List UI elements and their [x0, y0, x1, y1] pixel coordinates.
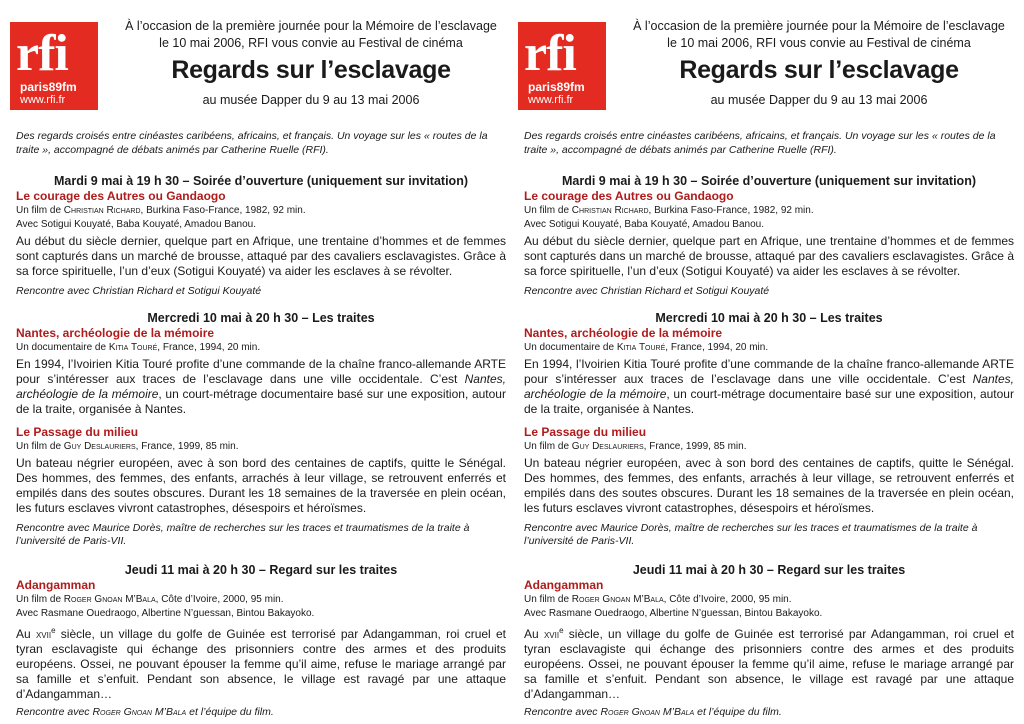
film-description: Au début du siècle dernier, quelque part en Afrique, une trentaine d’hommes et de femmes sont capturés dans un marché de brousse, attaqué par des cavaliers esclavagistes. Grâce à sa force spirituelle, l’un d’eux (Sotigui Kouyaté) va aider les esclaves à se révolter. [16, 234, 506, 278]
meet-part-a: Rencontre avec [524, 706, 601, 718]
director-name: Kitia Touré [108, 342, 158, 353]
film-title: Adangamman [524, 578, 604, 592]
film-description-2: Un bateau négrier européen, avec à son bord des centaines de captifs, quitte le Sénégal. Des hommes, des femmes, des enfants, arrachés à leur village, se retrouvent enferrés et empilés dans des soutes obscures. Durant les 18 semaines de la traversée en plein océan, les futurs esclaves vivront catastrophes, désespoirs et héroïsmes. [16, 456, 506, 515]
film-cast: Avec Rasmane Ouedraogo, Albertine N’guessan, Bintou Bakayoko. [524, 608, 823, 619]
meet-part-b: et l’équipe du film. [694, 706, 782, 718]
desc-part-a: Au [524, 627, 544, 641]
rfi-radio-label: paris89fm [20, 80, 77, 94]
program-day-2 [16, 311, 506, 548]
desc-title-italic: Nantes, archéologie de la mémoire [524, 372, 1014, 401]
film-description: Au début du siècle dernier, quelque part en Afrique, une trentaine d’hommes et de femmes sont capturés dans un marché de brousse, attaqué par des cavaliers esclavagistes. Grâce à sa force spirituelle, l’un d’eux (Sotigui Kouyaté) va aider les esclaves à se révolter. [524, 234, 1014, 278]
film-title: Adangamman [16, 578, 96, 592]
program-day-1 [16, 174, 506, 298]
page-subtitle: au musée Dapper du 9 au 13 mai 2006 [202, 93, 420, 107]
meeting-note: Rencontre avec Maurice Dorès, maître de recherches sur les traces et traumatismes de la traite à l’université de Paris-VII. [524, 522, 978, 547]
century-suffix: e [559, 626, 564, 635]
day-heading: Jeudi 11 mai à 20 h 30 – Regard sur les traites [124, 563, 398, 577]
flyer-column-right [524, 0, 1014, 724]
film-title-2: Le Passage du milieu [524, 425, 647, 439]
day-heading: Jeudi 11 mai à 20 h 30 – Regard sur les traites [632, 563, 906, 577]
credit-details: , Burkina Faso-France, 1982, 92 min. [648, 205, 814, 216]
program-day-2 [524, 311, 1014, 548]
meeting-note: Rencontre avec Christian Richard et Sotigui Kouyaté [524, 285, 770, 297]
credit-details: , France, 1994, 20 min. [157, 342, 261, 353]
film-credit [524, 204, 1014, 217]
credit-prefix: Un film de [16, 441, 64, 452]
director-name: Kitia Touré [616, 342, 666, 353]
meet-part-a: Rencontre avec [16, 706, 93, 718]
film-description [16, 623, 506, 702]
page-title: Regards sur l’esclavage [679, 56, 959, 84]
meet-part-b: et l’équipe du film. [186, 706, 274, 718]
program-day-3 [524, 563, 1014, 719]
rfi-logo-text: rfi [524, 25, 576, 82]
director-name: Roger Gnoan M’Bala [63, 594, 156, 605]
film-cast: Avec Rasmane Ouedraogo, Albertine N’guessan, Bintou Bakayoko. [16, 608, 315, 619]
meeting-note [16, 706, 506, 719]
day-heading: Mardi 9 mai à 19 h 30 – Soirée d’ouverture (uniquement sur invitation) [562, 174, 976, 188]
film-cast: Avec Sotigui Kouyaté, Baba Kouyaté, Amadou Banou. [524, 219, 764, 230]
program-day-3 [16, 563, 506, 719]
director-name: Christian Richard [571, 205, 649, 216]
credit-prefix: Un documentaire de [524, 342, 617, 353]
meet-name: Roger Gnoan M’Bala [92, 706, 187, 718]
film-description [524, 357, 1014, 417]
credit-prefix: Un film de [524, 441, 572, 452]
day-heading: Mardi 9 mai à 19 h 30 – Soirée d’ouverture (uniquement sur invitation) [54, 174, 468, 188]
program-day-1 [524, 174, 1014, 298]
film-title: Nantes, archéologie de la mémoire [524, 326, 723, 340]
credit-details: , France, 1999, 85 min. [135, 441, 239, 452]
film-credit [16, 204, 506, 217]
day-heading: Mercredi 10 mai à 20 h 30 – Les traites [147, 311, 375, 325]
intro-line-2: le 10 mai 2006, RFI vous convie au Festival de cinéma [667, 36, 971, 50]
rfi-logo-text: rfi [16, 25, 68, 82]
film-credit [524, 341, 1014, 354]
credit-prefix: Un film de [16, 594, 64, 605]
intro-line-1: À l’occasion de la première journée pour la Mémoire de l’esclavage [633, 19, 1005, 33]
meet-name: Roger Gnoan M’Bala [600, 706, 695, 718]
credit-details: , Côte d’Ivoire, 2000, 95 min. [663, 594, 792, 605]
lead-paragraph: Des regards croisés entre cinéastes caribéens, africains, et français. Un voyage sur les « routes de la traite », accompagné de débats animés par Catherine Ruelle (RFI). [524, 130, 996, 156]
intro-line-2: le 10 mai 2006, RFI vous convie au Festival de cinéma [159, 36, 463, 50]
director-name: Guy Deslauriers [63, 441, 136, 452]
rfi-radio-label: paris89fm [528, 80, 585, 94]
desc-part-b: siècle, un village du golfe de Guinée est terrorisé par Adangamman, roi cruel et tyran esclavagiste qui échange des prisonniers contre des armes et des produits européens. Ossei, ne pouvant épouser la femme qu’il aime, refuse le mariage arrangé par sa famille et s’enfuit. Pendant son absence, le village est ravagé par une attaque d’Adangamman… [16, 627, 506, 701]
desc-title-italic: Nantes, archéologie de la mémoire [16, 372, 506, 401]
film-credit-2 [524, 440, 1014, 453]
century-numeral: xvii [35, 627, 52, 641]
rfi-url: www.rfi.fr [20, 94, 66, 106]
rfi-logo [518, 22, 606, 110]
page-subtitle: au musée Dapper du 9 au 13 mai 2006 [710, 93, 928, 107]
flyer-column-left [16, 0, 506, 724]
film-title: Nantes, archéologie de la mémoire [16, 326, 215, 340]
meeting-note: Rencontre avec Christian Richard et Sotigui Kouyaté [16, 285, 262, 297]
credit-prefix: Un film de [524, 205, 572, 216]
credit-details: , France, 1994, 20 min. [665, 342, 769, 353]
day-heading: Mercredi 10 mai à 20 h 30 – Les traites [655, 311, 883, 325]
film-credit [16, 593, 506, 606]
credit-details: , Burkina Faso-France, 1982, 92 min. [140, 205, 306, 216]
film-credit-2 [16, 440, 506, 453]
page-title: Regards sur l’esclavage [171, 56, 451, 84]
credit-details: , France, 1999, 85 min. [643, 441, 747, 452]
rfi-logo [10, 22, 98, 110]
meeting-note: Rencontre avec Maurice Dorès, maître de recherches sur les traces et traumatismes de la traite à l’université de Paris-VII. [16, 522, 470, 547]
film-description [524, 623, 1014, 702]
desc-part-b: , un court-métrage documentaire basé sur une exposition, autour de la traite, organisée à Nantes. [524, 387, 1014, 416]
film-cast: Avec Sotigui Kouyaté, Baba Kouyaté, Amadou Banou. [16, 219, 256, 230]
desc-part-a: En 1994, l’Ivoirien Kitia Touré profite d’une commande de la chaîne franco-allemande ARTE pour s’intéresser aux traces de l’esclavage dans une ville occidentale. C’est [524, 357, 1014, 386]
meeting-note [524, 706, 1014, 719]
desc-part-b: , un court-métrage documentaire basé sur une exposition, autour de la traite, organisée à Nantes. [16, 387, 506, 416]
credit-prefix: Un film de [524, 594, 572, 605]
lead-paragraph: Des regards croisés entre cinéastes caribéens, africains, et français. Un voyage sur les « routes de la traite », accompagné de débats animés par Catherine Ruelle (RFI). [16, 130, 488, 156]
credit-prefix: Un documentaire de [16, 342, 109, 353]
film-description [16, 357, 506, 417]
intro-text [614, 18, 1024, 52]
rfi-url: www.rfi.fr [528, 94, 574, 106]
film-title: Le courage des Autres ou Gandaogo [16, 189, 226, 203]
film-credit [16, 341, 506, 354]
film-title: Le courage des Autres ou Gandaogo [524, 189, 734, 203]
director-name: Guy Deslauriers [571, 441, 644, 452]
desc-part-a: En 1994, l’Ivoirien Kitia Touré profite d’une commande de la chaîne franco-allemande ARTE pour s’intéresser aux traces de l’esclavage dans une ville occidentale. C’est [16, 357, 506, 386]
credit-prefix: Un film de [16, 205, 64, 216]
film-credit [524, 593, 1014, 606]
film-description-2: Un bateau négrier européen, avec à son bord des centaines de captifs, quitte le Sénégal. Des hommes, des femmes, des enfants, arrachés à leur village, se retrouvent enferrés et empilés dans des soutes obscures. Durant les 18 semaines de la traversée en plein océan, les futurs esclaves vivront catastrophes, désespoirs et héroïsmes. [524, 456, 1014, 515]
director-name: Christian Richard [63, 205, 141, 216]
credit-details: , Côte d’Ivoire, 2000, 95 min. [155, 594, 284, 605]
desc-part-b: siècle, un village du golfe de Guinée est terrorisé par Adangamman, roi cruel et tyran esclavagiste qui échange des prisonniers contre des armes et des produits européens. Ossei, ne pouvant épouser la femme qu’il aime, refuse le mariage arrangé par sa famille et s’enfuit. Pendant son absence, le village est ravagé par une attaque d’Adangamman… [524, 627, 1014, 701]
director-name: Roger Gnoan M’Bala [571, 594, 664, 605]
century-suffix: e [51, 626, 56, 635]
intro-line-1: À l’occasion de la première journée pour la Mémoire de l’esclavage [125, 19, 497, 33]
century-numeral: xvii [543, 627, 560, 641]
desc-part-a: Au [16, 627, 36, 641]
intro-text [106, 18, 516, 52]
film-title-2: Le Passage du milieu [16, 425, 139, 439]
